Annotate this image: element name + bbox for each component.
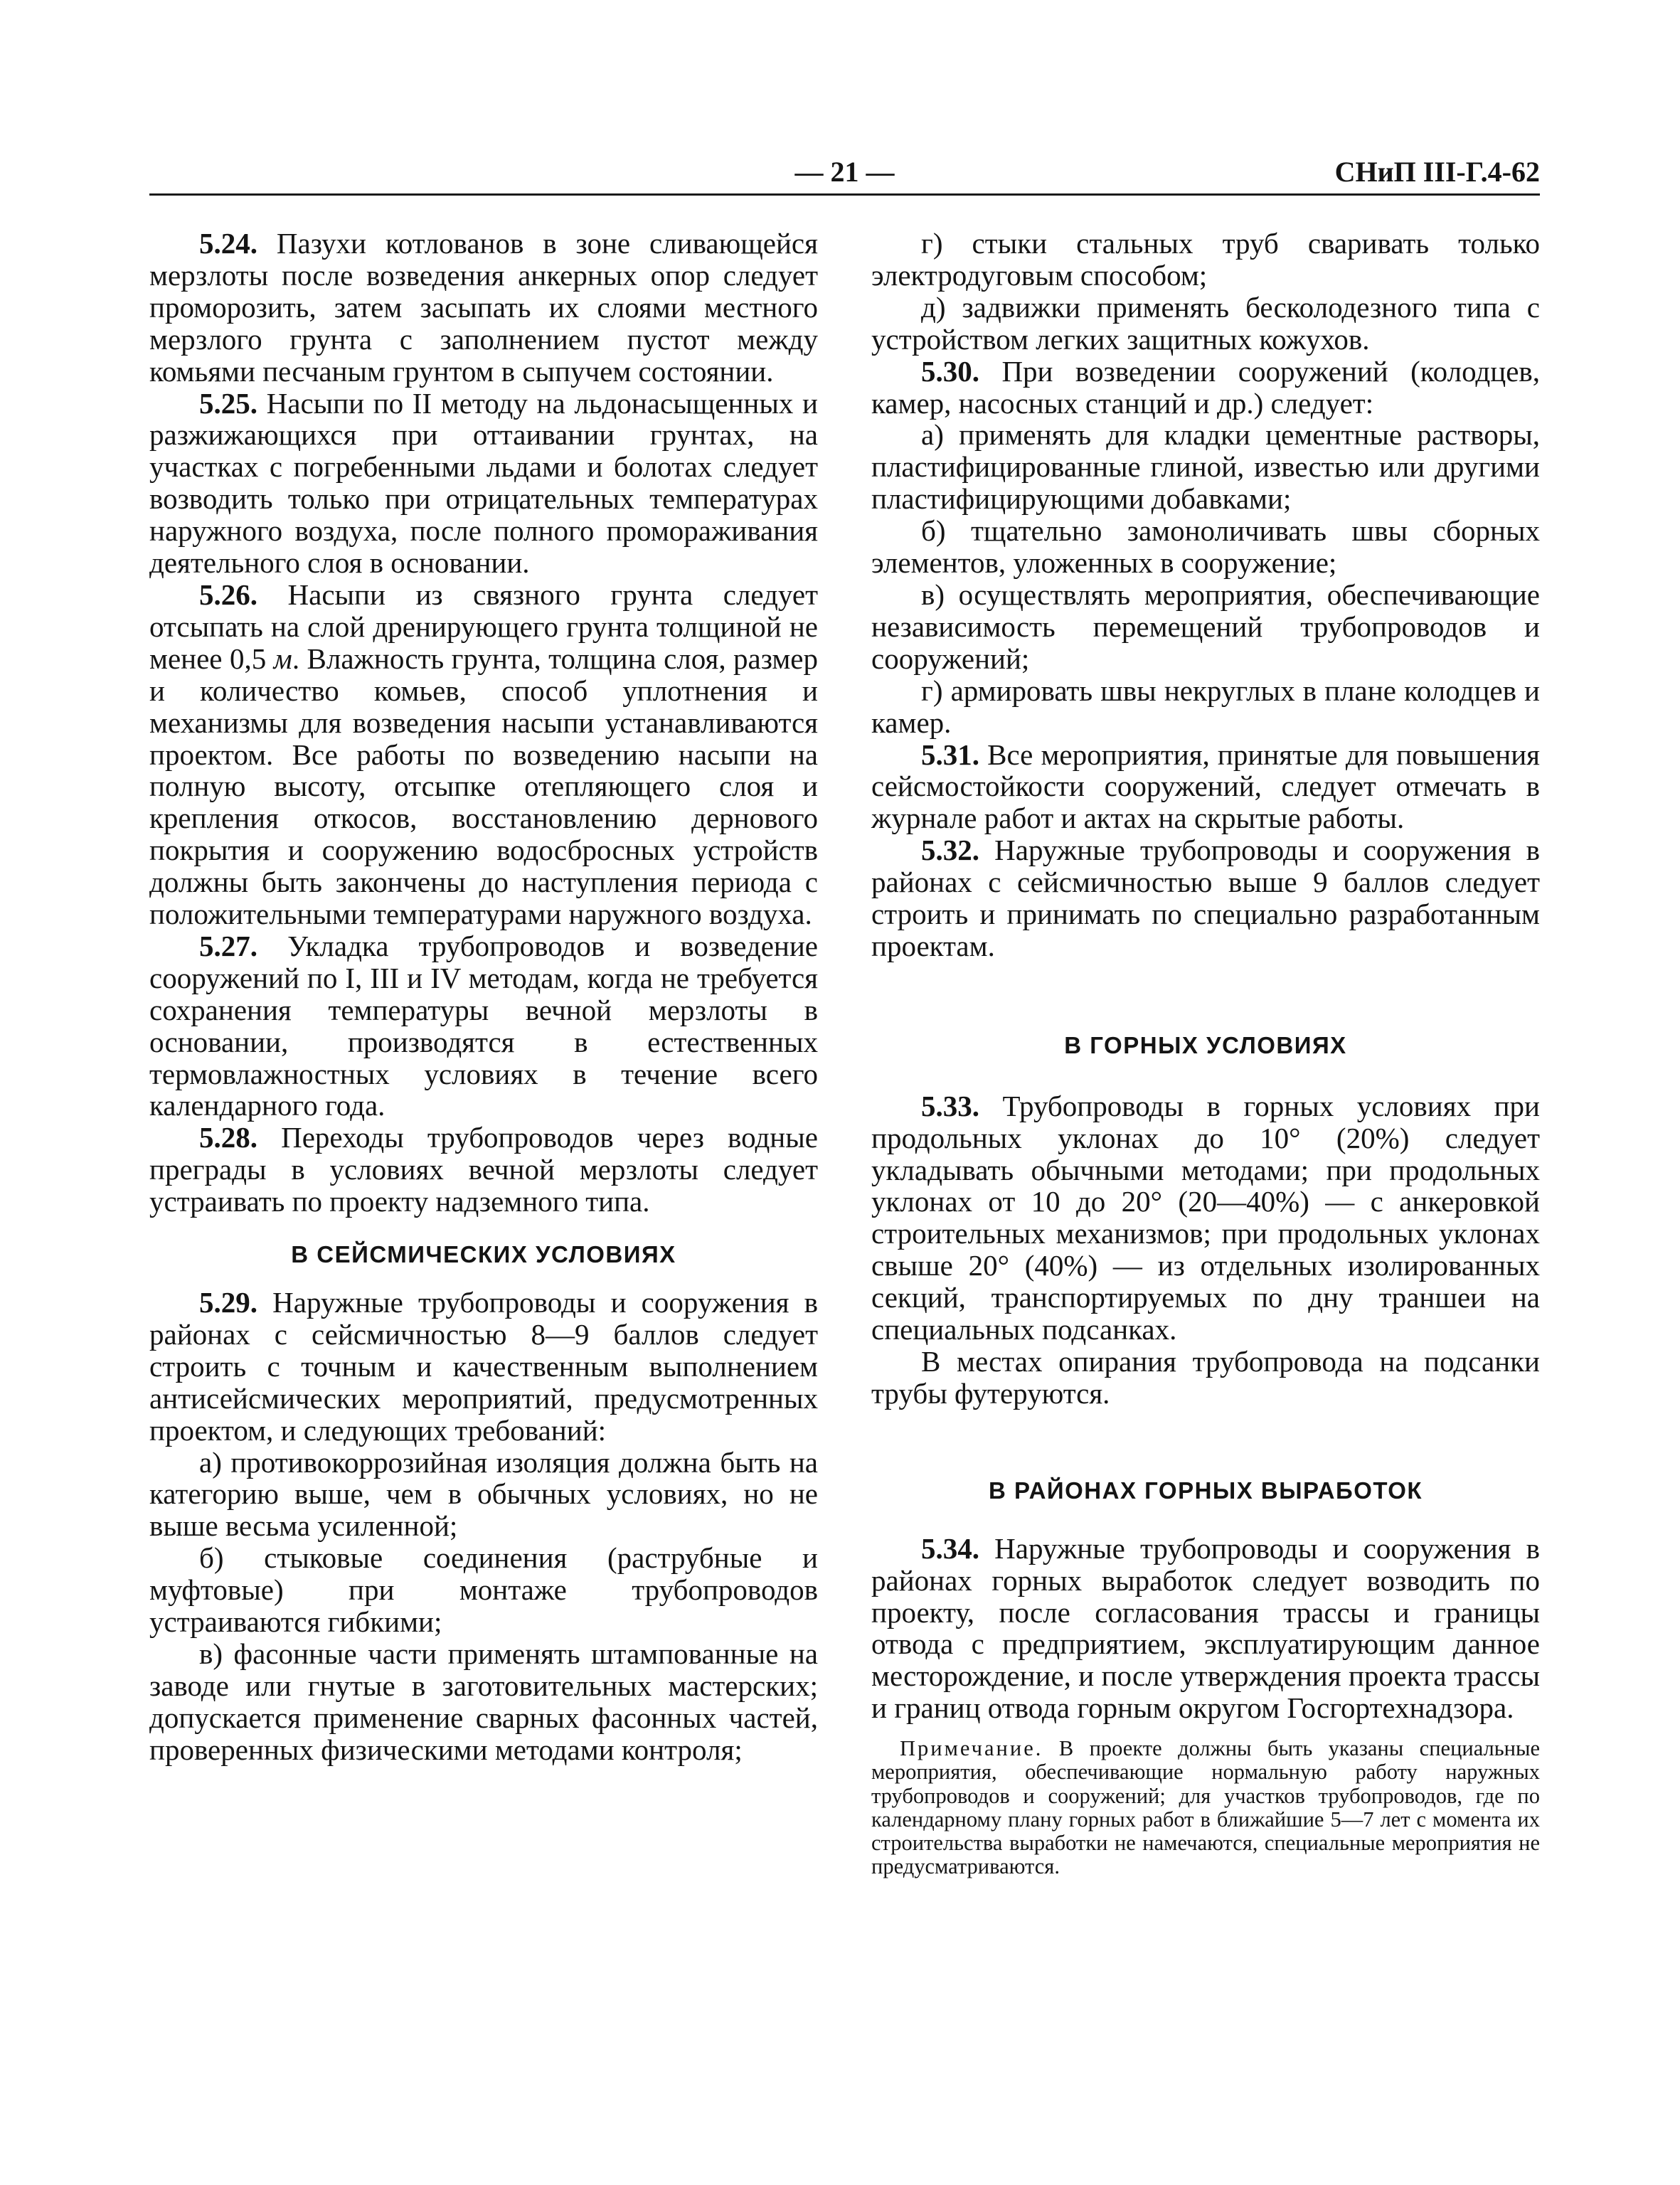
paragraph-5-28 bbox=[149, 1122, 818, 1218]
paragraph-5-34 bbox=[871, 1533, 1540, 1724]
note-label: Примечание. bbox=[900, 1736, 1043, 1761]
section-heading-seismic: В СЕЙСМИЧЕСКИХ УСЛОВИЯХ bbox=[291, 1241, 676, 1268]
list-item-30-g: г) армировать швы некруглых в плане колодцев и камер. bbox=[871, 674, 1540, 739]
left-column bbox=[149, 228, 818, 1766]
clause-text: Все мероприятия, принятые для повышения сейсмостойкости сооружений, следует отмечать в журнале работ и актах на скрытые работы. bbox=[871, 738, 1540, 835]
list-item-30-a: а) применять для кладки цементные растворы, пластифицированные глиной, известью или другими пластифицирующими добавками; bbox=[871, 418, 1540, 516]
clause-number: 5.29. bbox=[199, 1286, 257, 1319]
clause-text: Насыпи по II методу на льдонасыщенных и разжижающихся при оттаивании грунтах, на участках с погребенными льдами и болотах следует возводить только при отрицательных температурах наружного воздуха, после полного промораживания деятельного слоя в основании. bbox=[149, 386, 818, 580]
clause-text: Укладка трубопроводов и возведение сооружений по I, III и IV методам, когда не требуется сохранения температуры вечной мерзлоты в основании, производятся в естественных термовлажностных условиях в течение всего календарного года. bbox=[149, 929, 818, 1122]
list-item-d: д) задвижки применять бесколодезного типа с устройством легких защитных кожухов. bbox=[871, 290, 1540, 356]
note bbox=[871, 1737, 1540, 1878]
clause-text-continued: . Влажность грунта, толщина слоя, размер и количество комьев, способ уплотнения и механизмы для возведения насыпи устанавливаются проектом. Все работы по возведению насыпи на полную высоту, отсыпке отепляющего слоя и крепления откосов, восстановлению дернового покрытия и сооружению водосбросных устройств должны быть закончены до наступления периода с положительными температурами наружного воздуха. bbox=[149, 642, 818, 931]
document-code: СНиП III-Г.4-62 bbox=[1334, 156, 1540, 188]
clause-number: 5.25. bbox=[199, 386, 257, 420]
paragraph-5-29 bbox=[149, 1287, 818, 1447]
paragraph-5-27 bbox=[149, 930, 818, 1122]
page-header bbox=[149, 155, 1540, 198]
paragraph-5-31 bbox=[871, 739, 1540, 835]
paragraph-5-24 bbox=[149, 228, 818, 388]
clause-number: 5.30. bbox=[921, 354, 979, 388]
list-item-b: б) стыковые соединения (раструбные и муфтовые) при монтаже трубопроводов устраиваются гибкими; bbox=[149, 1541, 818, 1639]
header-rule bbox=[149, 193, 1540, 196]
clause-text: Наружные трубопроводы и сооружения в районах горных выработок следует возводить по проекту, после согласования трассы и границы отвода с предприятием, эксплуатирующим данное месторождение, и после утверждения проекта трассы и границ отвода горным округом Госгортехнадзора. bbox=[871, 1531, 1540, 1725]
clause-number: 5.28. bbox=[199, 1121, 257, 1154]
note-text: В проекте должны быть указаны специальные мероприятия, обеспечивающие нормальную работу наружных трубопроводов и сооружений; для участков трубопроводов, где по календарному плану горных работ в ближайшие 5—7 лет с момента их строительства выработки не намечаются, специальные мероприятия не предусматриваются. bbox=[871, 1736, 1540, 1879]
clause-number: 5.27. bbox=[199, 929, 257, 962]
clause-number: 5.26. bbox=[199, 578, 257, 611]
clause-number: 5.33. bbox=[921, 1089, 979, 1122]
paragraph-5-32 bbox=[871, 834, 1540, 962]
clause-number: 5.32. bbox=[921, 834, 979, 867]
clause-number: 5.31. bbox=[921, 738, 979, 771]
paragraph-5-26 bbox=[149, 579, 818, 930]
section-heading-mountain: В ГОРНЫХ УСЛОВИЯХ bbox=[1064, 1031, 1347, 1058]
paragraph-5-33 bbox=[871, 1090, 1540, 1346]
clause-text: Переходы трубопроводов через водные преграды в условиях вечной мерзлоты следует устраивать по проекту надземного типа. bbox=[149, 1121, 818, 1218]
clause-number: 5.24. bbox=[199, 227, 257, 260]
page-number: — 21 — bbox=[794, 156, 895, 188]
clause-number: 5.34. bbox=[921, 1531, 979, 1565]
section-heading-mining: В РАЙОНАХ ГОРНЫХ ВЫРАБОТОК bbox=[988, 1477, 1423, 1504]
list-item-30-b: б) тщательно замоноличивать швы сборных элементов, уложенных в сооружение; bbox=[871, 514, 1540, 580]
clause-text: Пазухи котлованов в зоне сливающейся мерзлоты после возведения анкерных опор следует проморозить, затем засыпать их слоями местного мерзлого грунта с заполнением пустот между комьями песчаным грунтом в сыпучем состоянии. bbox=[149, 227, 818, 388]
right-column bbox=[871, 228, 1540, 1878]
paragraph-5-25 bbox=[149, 388, 818, 579]
clause-text: Наружные трубопроводы и сооружения в районах с сейсмичностью выше 9 баллов следует строить и принимать по специально разработанным проектам. bbox=[871, 834, 1540, 962]
list-item-30-v: в) осуществлять мероприятия, обеспечивающие независимость перемещений трубопроводов и сооружений; bbox=[871, 578, 1540, 675]
clause-text: Трубопроводы в горных условиях при продольных уклонах до 10° (20%) следует укладывать обычными методами; при продольных уклонах от 10 до 20° (20—40%) — с анкеровкой строительных механизмов; при продольных уклонах свыше 20° (40%) — из отдельных изолированных секций, транспортируемых по дну траншеи на специальных подсанках. bbox=[871, 1089, 1540, 1346]
paragraph-5-33-continued: В местах опирания трубопровода на подсанки трубы футеруются. bbox=[871, 1345, 1540, 1410]
list-item-a: а) противокоррозийная изоляция должна быть на категорию выше, чем в обычных условиях, но не выше весьма усиленной; bbox=[149, 1445, 818, 1543]
clause-text: При возведении сооружений (колодцев, камер, насосных станций и др.) следует: bbox=[871, 354, 1540, 420]
paragraph-5-30 bbox=[871, 356, 1540, 420]
clause-text: Насыпи из связного грунта следует отсыпать на слой дренирующего грунта толщиной не менее 0,5 bbox=[149, 578, 818, 675]
list-item-v: в) фасонные части применять штампованные на заводе или гнутые в заготовительных мастерских; допускается применение сварных фасонных частей, проверенных физическими методами контроля; bbox=[149, 1637, 818, 1766]
clause-text: Наружные трубопроводы и сооружения в районах с сейсмичностью 8—9 баллов следует строить с точным и качественным выполнением антисейсмических мероприятий, предусмотренных проектом, и следующих требований: bbox=[149, 1286, 818, 1447]
unit-label: м bbox=[273, 642, 292, 675]
list-item-g: г) стыки стальных труб сваривать только электродуговым способом; bbox=[871, 227, 1540, 292]
